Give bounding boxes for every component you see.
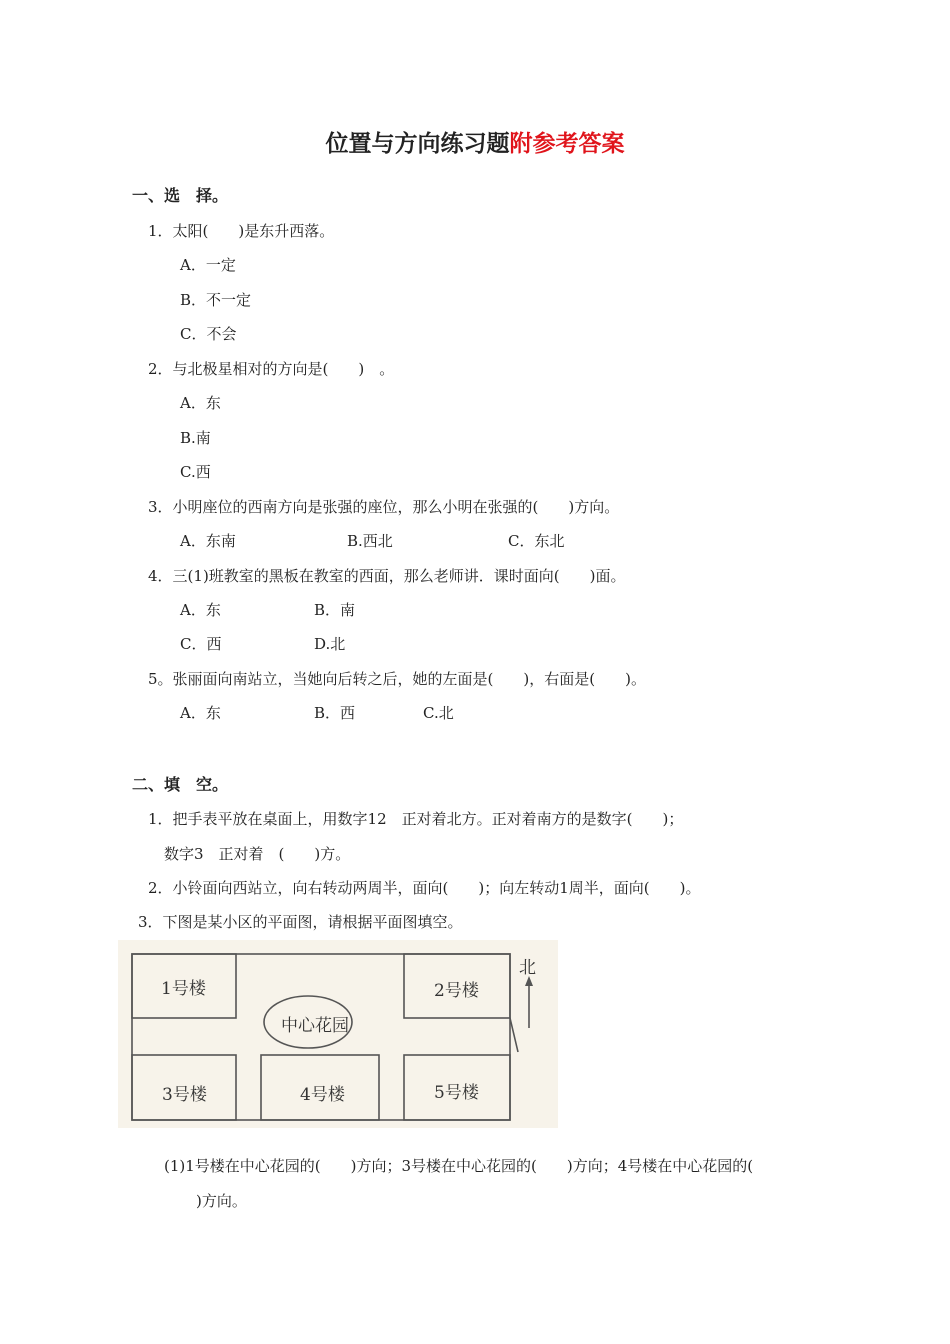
fill-question-3: 3．下图是某小区的平面图，请根据平面图填空。 — [138, 913, 463, 931]
option: B．南 — [314, 601, 356, 619]
option: B．不一定 — [180, 291, 252, 309]
question-2: 2．与北极星相对的方向是( ) 。 — [148, 360, 395, 378]
building-2-label: 2号楼 — [434, 981, 479, 1001]
question-5: 5。张丽面向南站立，当她向后转之后，她的左面是( )，右面是( )。 — [148, 670, 646, 688]
fill-question-1: 1．把手表平放在桌面上，用数字12 正对着北方。正对着南方的是数字( )； — [148, 810, 684, 828]
section-choice-heading: 一、选 择。 — [132, 186, 229, 205]
option: C．不会 — [180, 325, 237, 343]
sub-question-1: (1)1号楼在中心花园的( )方向；3号楼在中心花园的( )方向；4号楼在中心花园的( — [164, 1157, 754, 1175]
north-label: 北 — [519, 958, 536, 978]
garden-label: 中心花园 — [281, 1016, 349, 1036]
option: C．东北 — [508, 532, 565, 550]
building-4-label: 4号楼 — [300, 1085, 345, 1105]
community-map — [118, 940, 558, 1128]
option: A．东 — [180, 394, 221, 412]
option: D.北 — [314, 635, 346, 653]
option: B.南 — [180, 429, 211, 447]
sub-question-1-cont: )方向。 — [196, 1192, 247, 1210]
fill-question-1-cont: 数字3 正对着 ( )方。 — [164, 845, 351, 863]
option: A．东 — [180, 601, 221, 619]
building-1-label: 1号楼 — [161, 979, 206, 999]
building-3-label: 3号楼 — [162, 1085, 207, 1105]
option: B.西北 — [347, 532, 393, 550]
option: A．东 — [180, 704, 221, 722]
answer-note: 附参考答案 — [509, 131, 625, 157]
question-3: 3．小明座位的西南方向是张强的座位，那么小明在张强的( )方向。 — [148, 498, 620, 516]
option: C.北 — [423, 704, 454, 722]
option: A．东南 — [180, 532, 236, 550]
option: C．西 — [180, 635, 222, 653]
option: A．一定 — [180, 256, 236, 274]
question-4: 4．三(1)班教室的黑板在教室的西面，那么老师讲．课时面向( )面。 — [148, 567, 626, 585]
building-5-label: 5号楼 — [434, 1083, 479, 1103]
page-title: 位置与方向练习题附参考答案 — [325, 131, 625, 157]
option: C.西 — [180, 463, 211, 481]
question-1: 1．太阳( )是东升西落。 — [148, 222, 335, 240]
option: B．西 — [314, 704, 356, 722]
section-fill-heading: 二、填 空。 — [132, 775, 229, 794]
fill-question-2: 2．小铃面向西站立，向右转动两周半，面向( )；向左转动1周半，面向( )。 — [148, 879, 701, 897]
